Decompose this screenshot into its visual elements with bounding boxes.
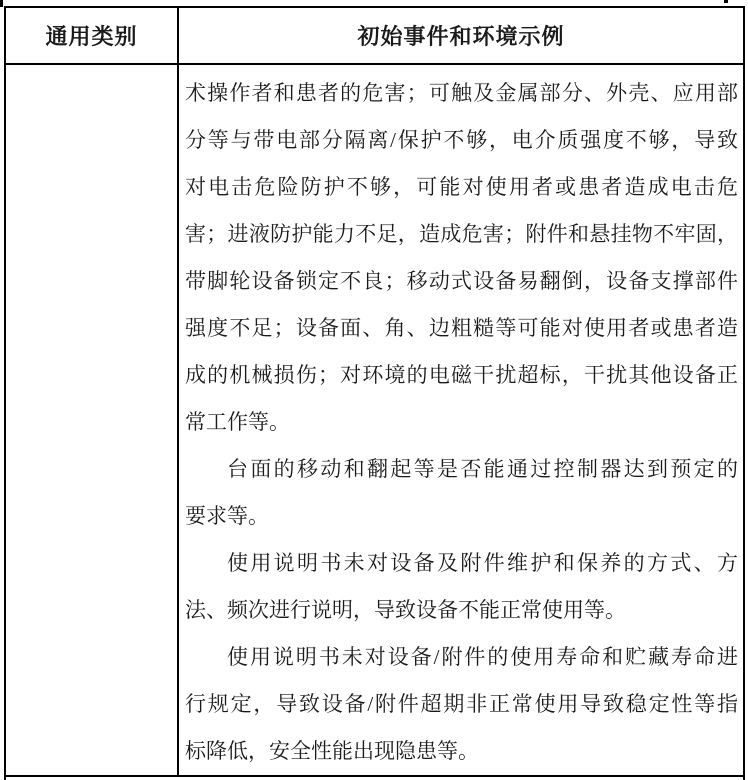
text-line: 使用说明书未对设备/附件的使用寿命和贮藏寿命进 [227, 645, 738, 669]
text-line: 分等与带电部分隔离/保护不够，电介质强度不够，导致 [185, 128, 738, 152]
risk-table [4, 6, 745, 780]
text-line: 使用说明书未对设备及附件维护和保养的方式、方 [227, 551, 738, 575]
text-line: 行规定，导致设备/附件超期非正常使用导致稳定性等指 [185, 692, 738, 716]
text-line: 术操作者和患者的危害；可触及金属部分、外壳、应用部 [185, 81, 738, 105]
header-cell-category [6, 8, 179, 63]
text-line: 对电击危险防护不够，可能对使用者或患者造成电击危 [185, 175, 738, 199]
table-header-row [6, 8, 743, 65]
text-line: 标降低，安全性能出现隐患等。 [185, 739, 479, 763]
table-body-row [6, 65, 743, 775]
events-cell [179, 65, 743, 775]
crop-remnant-left [0, 0, 3, 7]
text-line: 成的机械损伤；对环境的电磁干扰超标，干扰其他设备正 [185, 363, 738, 387]
text-line: 要求等。 [185, 504, 269, 528]
bottom-row-divider [4, 775, 745, 777]
crop-remnant-right [724, 0, 728, 3]
category-cell [6, 65, 179, 775]
text-line: 带脚轮设备锁定不良；移动式设备易翻倒，设备支撑部件 [185, 269, 738, 293]
text-line: 法、频次进行说明，导致设备不能正常使用等。 [185, 598, 626, 622]
text-line: 常工作等。 [185, 410, 290, 434]
category-header-label: 通用类别 [45, 24, 138, 49]
header-cell-events [179, 8, 743, 63]
events-header-label: 初始事件和环境示例 [357, 24, 565, 49]
text-line: 害；进液防护能力不足，造成危害；附件和悬挂物不牢固， [185, 222, 738, 246]
text-line: 台面的移动和翻起等是否能通过控制器达到预定的 [227, 457, 738, 481]
text-line: 强度不足；设备面、角、边粗糙等可能对使用者或患者造 [185, 316, 738, 340]
